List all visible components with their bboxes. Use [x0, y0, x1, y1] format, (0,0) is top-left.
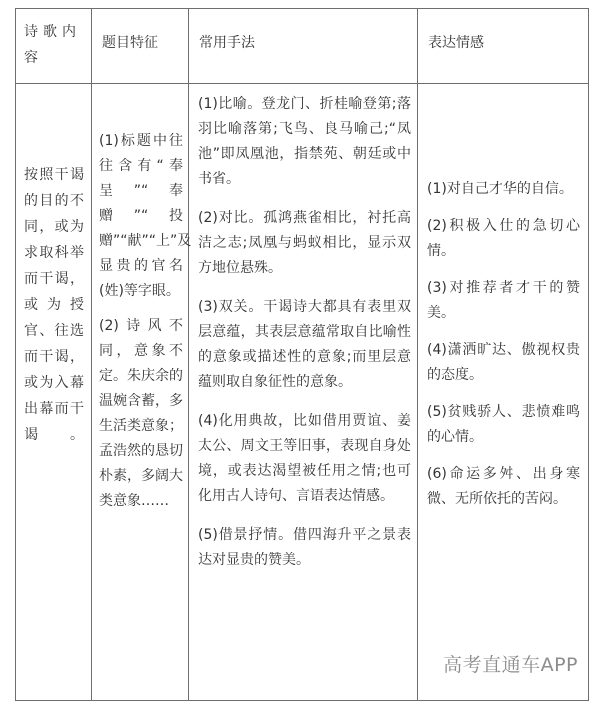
technique-3: (3)双关。干谒诗大都具有表里双层意蕴，其表层意蕴常取自比喻性的意象或描述性的意象;而里层意蕴则取自象征性的意象。: [198, 299, 411, 390]
watermark: 高考直通车APP: [443, 654, 578, 676]
emotion-1: (1)对自己才华的自信。: [427, 181, 573, 197]
title-feature-1: (1)标题中往往含有“奉呈”“奉赠”“投赠”“献”“上”及显贵的官名(姓)等字眼。: [99, 133, 192, 299]
header-row: [16, 9, 589, 84]
emotion-2: (2)积极入仕的急切心情。: [427, 218, 580, 259]
technique-1: (1)比喻。登龙门、折桂喻登第;落羽比喻落第;飞鸟、良马喻己;“凤池”即凤凰池，指禁苑、朝廷或中书省。: [198, 96, 411, 187]
emotion-4: (4)潇洒旷达、傲视权贵的态度。: [427, 342, 580, 383]
technique-2: (2)对比。孤鸿燕雀相比，衬托高洁之志;凤凰与蚂蚁相比，显示双方地位悬殊。: [198, 210, 411, 276]
emotions-cell: [418, 84, 589, 701]
header-content: 诗歌内容: [16, 9, 92, 84]
poetry-table: [15, 8, 589, 701]
body-row: [16, 84, 589, 701]
title-features-cell: [92, 84, 192, 701]
title-feature-2: (2)诗风不同，意象不定。朱庆余的温婉含蓄，多生活类意象；孟浩然的恳切朴素，多阔大类意象……: [99, 318, 183, 509]
technique-4: (4)化用典故，比如借用贾谊、姜太公、周文王等旧事，表现自身处境，或表达渴望被任用之情;也可化用古人诗句、言语表达情感。: [198, 413, 411, 504]
emotion-3: (3)对推荐者才干的赞美。: [427, 280, 580, 321]
content-text: 按照干谒的目的不同，或为求取科举而干谒，或为授官、往选而干谒，或为入幕出幕而干谒。: [24, 167, 85, 443]
header-emotions: 表达情感: [418, 9, 589, 84]
emotion-6: (6)命运多舛、出身寒微、无所依托的苦闷。: [427, 466, 580, 507]
emotion-5: (5)贫贱骄人、悲愤难鸣的心情。: [427, 404, 580, 445]
header-techniques: 常用手法: [189, 9, 418, 84]
techniques-cell: [189, 84, 418, 701]
content-cell: [16, 84, 92, 701]
technique-5: (5)借景抒情。借四海升平之景表达对显贵的赞美。: [198, 527, 411, 568]
header-title-features: 题目特征: [92, 9, 189, 84]
